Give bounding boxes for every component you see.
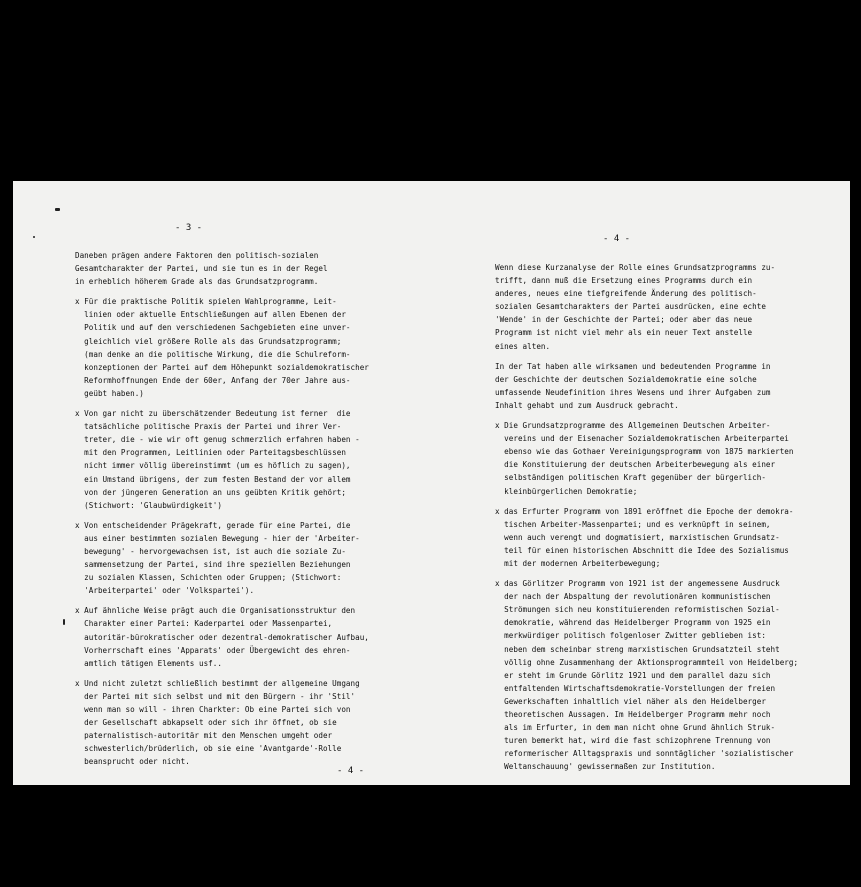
text-line: (man denke an die politische Wirkung, die die Schulreform-	[75, 349, 351, 359]
text-line: sozialen Gesamtcharakters der Partei ausdrücken, eine echte	[495, 302, 766, 312]
paragraph-gap	[75, 400, 369, 407]
text-line: die Konstituierung der deutschen Arbeiterbewegung als einer	[495, 460, 776, 470]
text-line: neben dem scheinbar streng marxistischen Grundsatzteil steht	[495, 644, 780, 654]
paragraph-gap	[75, 512, 369, 519]
text-line: mit den Programmen, Leitlinien oder Parteitagsbeschlüssen	[75, 448, 346, 458]
text-line: zu sozialen Klassen, Schichten oder Gruppen; (Stichwort:	[75, 573, 342, 583]
text-line: teil für einen historischen Abschnitt die Idee des Sozialismus	[495, 545, 789, 555]
left-page-text	[75, 249, 369, 768]
text-line: x Von entscheidender Prägekraft, gerade für eine Partei, die	[75, 520, 351, 530]
text-line: eines alten.	[495, 341, 551, 351]
text-line: vereins und der Eisenacher Sozialdemokratischen Arbeiterpartei	[495, 434, 789, 444]
text-line: tatsächliche politische Praxis der Partei und ihrer Ver-	[75, 422, 342, 432]
text-line: sammensetzung der Partei, sind ihre speziellen Beziehungen	[75, 560, 351, 570]
text-line: x Die Grundsatzprogramme des Allgemeinen Deutschen Arbeiter-	[495, 421, 771, 431]
text-line: Weltanschauung' gewissermaßen zur Institution.	[495, 762, 716, 772]
text-line: der nach der Abspaltung der revolutionären kommunistischen	[495, 592, 771, 602]
text-line: der Gesellschaft abkapselt oder sich ihr öffnet, ob sie	[75, 718, 337, 728]
text-line: in erheblich höherem Grade als das Grundsatzprogramm.	[75, 277, 319, 287]
left-page-number-bottom: - 4 -	[337, 766, 365, 776]
text-line: als im Erfurter, in dem man nicht ohne Grund ähnlich Struk-	[495, 723, 776, 733]
text-line: Charakter einer Partei: Kaderpartei oder Massenpartei,	[75, 619, 333, 629]
text-line: Daneben prägen andere Faktoren den politisch-sozialen	[75, 251, 319, 260]
text-line: paternalistisch-autoritär mit den Menschen umgeht oder	[75, 731, 333, 741]
text-line: Gewerkschaften inhaltlich viel näher als den Heidelberger	[495, 696, 766, 706]
text-line: x das Erfurter Programm von 1891 eröffnet die Epoche der demokra-	[495, 506, 794, 516]
right-page-number-top: - 4 -	[603, 234, 631, 244]
text-line: theoretischen Aussagen. Im Heidelberger Programm mehr noch	[495, 710, 771, 719]
text-line: wenn auch verengt und dogmatisiert, marxistischen Grundsatz-	[495, 532, 780, 542]
text-line: Politik und auf den verschiedenen Sachgebieten eine unver-	[75, 323, 351, 333]
text-line: geübt haben.)	[75, 388, 144, 398]
text-line: der Geschichte der deutschen Sozialdemokratie eine solche	[495, 374, 757, 384]
text-line: 'Wende' in der Geschichte der Partei; oder aber das neue	[495, 315, 753, 325]
text-line: Inhalt gehabt und zum Ausdruck gebracht.	[495, 400, 679, 410]
scan-speck	[63, 619, 65, 625]
text-line: schwesterlich/brüderlich, ob sie eine 'Avantgarde'-Rolle	[75, 744, 342, 754]
text-line: gleichlich viel größere Rolle als das Grundsatzprogramm;	[75, 336, 342, 346]
paragraph-gap	[75, 670, 369, 677]
text-line: x das Görlitzer Programm von 1921 ist der angemessene Ausdruck	[495, 579, 780, 589]
text-line: Programm ist nicht viel mehr als ein neuer Text anstelle	[495, 328, 753, 338]
text-line: wenn man so will - ihren Charkter: Ob eine Partei sich von	[75, 705, 351, 714]
text-line: 'Arbeiterpartei' oder 'Volkspartei').	[75, 586, 255, 596]
text-line: demokratie, während das Heidelberger Programm von 1925 ein	[495, 618, 771, 628]
text-line: nicht immer völlig übereinstimmt (um es höflich zu sagen),	[75, 461, 351, 471]
text-line: In der Tat haben alle wirksamen und bedeutenden Programme in	[495, 361, 771, 371]
text-line: Gesamtcharakter der Partei, und sie tun es in der Regel	[75, 264, 328, 274]
text-line: x Auf ähnliche Weise prägt auch die Organisationsstruktur den	[75, 606, 356, 616]
text-line: völlig ohne Zusammenhang der Aktionsprogrammteil von Heidelberg;	[495, 657, 799, 667]
left-page	[13, 181, 443, 785]
text-line: aus einer bestimmten sozialen Bewegung - hier der 'Arbeiter-	[75, 533, 360, 543]
text-line: mit der modernen Arbeiterbewegung;	[495, 558, 661, 568]
paragraph-gap	[75, 288, 369, 295]
text-line: autoritär-bürokratischer oder dezentral-demokratischer Aufbau,	[75, 632, 369, 642]
paragraph-gap	[495, 353, 798, 360]
text-line: er steht im Grunde Görlitz 1921 und dem parallel dazu sich	[495, 670, 771, 680]
text-line: treter, die - wie wir oft genug schmerzlich erfahren haben -	[75, 435, 360, 445]
text-line: der Partei mit sich selbst und mit den Bürgern - ihr 'Stil'	[75, 691, 356, 701]
text-line: (Stichwort: 'Glaubwürdigkeit')	[75, 500, 222, 510]
text-line: konzeptionen der Partei auf dem Höhepunkt sozialdemokratischer	[75, 362, 369, 372]
text-line: Vorherrschaft eines 'Apparats' oder Übergewicht des ehren-	[75, 645, 351, 655]
scan-speck	[33, 236, 35, 238]
right-page	[443, 181, 850, 785]
text-line: Strömungen sich neu konstituierenden reformistischen Sozial-	[495, 605, 780, 615]
paragraph-gap	[495, 412, 798, 419]
text-line: x Von gar nicht zu überschätzender Bedeutung ist ferner die	[75, 409, 351, 419]
right-page-text	[495, 261, 798, 773]
text-line: beansprucht oder nicht.	[75, 757, 190, 767]
paragraph-gap	[495, 498, 798, 505]
text-line: Wenn diese Kurzanalyse der Rolle eines Grundsatzprogramms zu-	[495, 263, 776, 272]
text-line: reformerischer Alltagspraxis und sonntäglicher 'sozialistischer	[495, 749, 794, 759]
text-line: selbständigen politischen Kraft gegenüber der bürgerlich-	[495, 473, 766, 483]
text-line: umfassende Neudefinition ihres Wesens und ihrer Aufgaben zum	[495, 387, 771, 397]
text-line: merkwürdiger politisch folgenloser Zwitter geblieben ist:	[495, 631, 766, 641]
text-line: entfaltenden Wirtschaftsdemokratie-Vorstellungen der freien	[495, 683, 776, 693]
text-line: bewegung' - hervorgewachsen ist, ist auch die soziale Zu-	[75, 546, 346, 556]
text-line: kleinbürgerlichen Demokratie;	[495, 486, 638, 496]
text-line: x Für die praktische Politik spielen Wahlprogramme, Leit-	[75, 297, 337, 307]
text-line: linien oder aktuelle Entschließungen auf allen Ebenen der	[75, 310, 346, 320]
text-line: trifft, dann muß die Ersetzung eines Programms durch ein	[495, 276, 753, 286]
text-line: tischen Arbeiter-Massenpartei; und es verknüpft in seinem,	[495, 519, 771, 529]
scanned-spread	[13, 181, 850, 785]
text-line: anderes, neues eine tiefgreifende Änderung des politisch-	[495, 289, 757, 299]
text-line: Reformhoffnungen Ende der 60er, Anfang der 70er Jahre aus-	[75, 375, 351, 385]
text-line: turen bemerkt hat, wird die fast schizophrene Trennung von	[495, 736, 771, 746]
text-line: von der jüngeren Generation an uns geübten Kritik gehört;	[75, 487, 346, 497]
scan-speck	[55, 208, 60, 211]
paragraph-gap	[495, 570, 798, 577]
text-line: x Und nicht zuletzt schließlich bestimmt der allgemeine Umgang	[75, 678, 360, 688]
text-line: ein Umstand übrigens, der zum festen Bestand der vor allem	[75, 474, 351, 484]
text-line: amtlich tätigen Elements usf..	[75, 658, 222, 668]
text-line: ebenso wie das Gothaer Vereinigungsprogramm von 1875 markierten	[495, 447, 794, 457]
paragraph-gap	[75, 597, 369, 604]
left-page-number-top: - 3 -	[175, 223, 203, 233]
